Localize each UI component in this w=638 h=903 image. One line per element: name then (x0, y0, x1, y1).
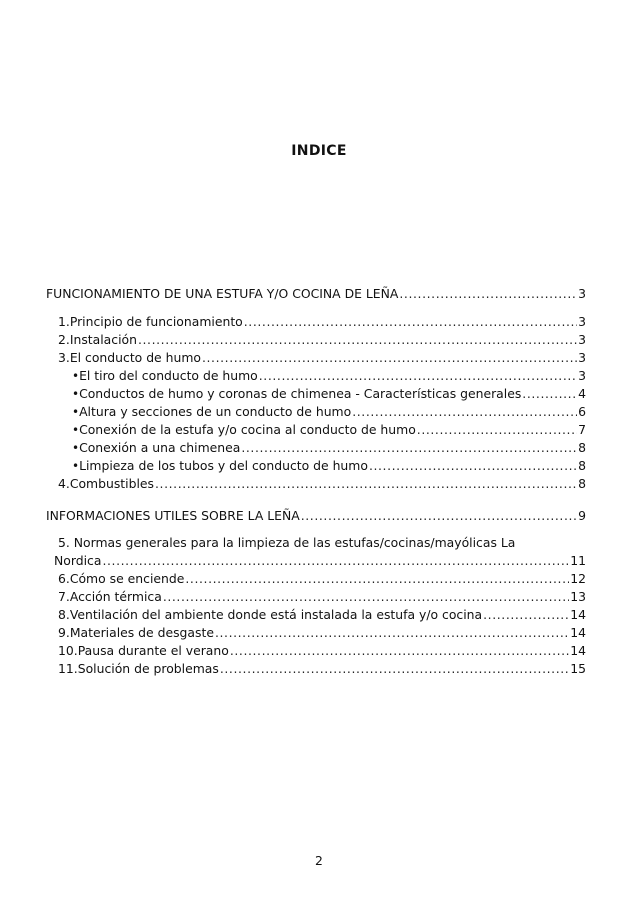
toc-entry-page: 14 (570, 643, 586, 658)
toc-entry-label: Limpieza de los tubos y del conducto de humo (79, 458, 368, 473)
toc-entry-label: El conducto de humo (69, 350, 201, 365)
toc-entry-page: 13 (570, 589, 586, 604)
toc-subentry[interactable] (72, 439, 586, 457)
toc-entry-number: 10. (58, 643, 78, 658)
toc-entry-label: Combustibles (69, 476, 154, 491)
bullet-icon: • (72, 369, 80, 383)
page-number: 2 (315, 853, 323, 868)
toc-entry-number: 7. (58, 589, 70, 604)
toc-entry-number: 1. (58, 314, 70, 329)
toc-subentry[interactable] (72, 385, 586, 403)
bullet-icon: • (72, 387, 80, 401)
toc-subentry[interactable] (72, 421, 586, 439)
bullet-icon: • (72, 441, 80, 455)
toc-entry-label: Principio de funcionamiento (69, 314, 243, 329)
toc-entry-label: Materiales de desgaste (69, 625, 214, 640)
toc-subentry[interactable] (72, 457, 586, 475)
leader-dots (185, 570, 569, 588)
toc-entry-page: 15 (570, 661, 586, 676)
toc-entry-page: 14 (570, 625, 586, 640)
toc-entry[interactable] (58, 606, 586, 624)
toc-entry-label: Conexión a una chimenea (79, 440, 241, 455)
bullet-icon: • (72, 405, 80, 419)
leader-dots (202, 349, 577, 367)
index-title: INDICE (291, 143, 347, 159)
toc-section-informaciones[interactable] (46, 507, 586, 525)
leader-dots (417, 421, 577, 439)
toc-entry-page: 8 (578, 476, 586, 491)
toc-entry-page: 3 (578, 332, 586, 347)
toc-subentry[interactable] (72, 403, 586, 421)
leader-dots (399, 285, 577, 303)
leader-dots (220, 660, 569, 678)
leader-dots (163, 588, 569, 606)
toc-entry-line[interactable]: 5. Normas generales para la limpieza de las estufas/cocinas/mayólicas La (58, 535, 516, 550)
toc-entry-page: 4 (578, 386, 586, 401)
toc-entry-label: Pausa durante el verano (77, 643, 229, 658)
leader-dots (352, 403, 577, 421)
toc-entry-label: El tiro del conducto de humo (79, 368, 258, 383)
toc-entry-label: Conductos de humo y coronas de chimenea - Características generales (79, 386, 522, 401)
leader-dots (244, 313, 577, 331)
toc-entry[interactable] (54, 552, 586, 570)
leader-dots (241, 439, 577, 457)
toc-entry-page: 3 (578, 286, 586, 301)
leader-dots (138, 331, 577, 349)
toc-entry-label: Nordica (54, 553, 102, 568)
leader-dots (155, 475, 577, 493)
toc-entry-page: 8 (578, 458, 586, 473)
toc-entry-label: Ventilación del ambiente donde está instalada la estufa y/o cocina (69, 607, 483, 622)
toc-entry[interactable] (58, 588, 586, 606)
toc-entry[interactable] (58, 642, 586, 660)
leader-dots (369, 457, 577, 475)
toc-entry[interactable] (58, 331, 586, 349)
toc-entry-page: 9 (578, 508, 586, 523)
toc-subentry[interactable] (72, 367, 586, 385)
leader-dots (102, 552, 569, 570)
toc-entry-number: 11. (58, 661, 78, 676)
toc-entry-page: 3 (578, 350, 586, 365)
toc-entry-page: 11 (570, 553, 586, 568)
toc-entry-number: 6. (58, 571, 70, 586)
toc-entry-number: 8. (58, 607, 70, 622)
toc-entry-number: 2. (58, 332, 70, 347)
toc-entry[interactable] (58, 624, 586, 642)
toc-entry-number: 3. (58, 350, 70, 365)
bullet-icon: • (72, 459, 80, 473)
toc-entry-label: Acción térmica (69, 589, 162, 604)
toc-entry-label: Instalación (69, 332, 137, 347)
toc-entry[interactable] (58, 475, 586, 493)
toc-entry-label: Solución de problemas (77, 661, 219, 676)
toc-entry[interactable] (58, 313, 586, 331)
toc-entry[interactable] (58, 349, 586, 367)
toc-entry-label: Cómo se enciende (69, 571, 185, 586)
toc-entry[interactable] (58, 570, 586, 588)
toc-entry-page: 14 (570, 607, 586, 622)
toc-entry-number: 4. (58, 476, 70, 491)
toc-section-funcionamiento[interactable] (46, 285, 586, 303)
leader-dots (230, 642, 569, 660)
toc-entry-number: 9. (58, 625, 70, 640)
toc-entry-label: INFORMACIONES UTILES SOBRE LA LEÑA (46, 508, 300, 523)
toc-entry-page: 6 (578, 404, 586, 419)
leader-dots (301, 507, 577, 525)
leader-dots (215, 624, 569, 642)
toc-entry-page: 7 (578, 422, 586, 437)
leader-dots (522, 385, 577, 403)
toc-entry[interactable] (58, 660, 586, 678)
leader-dots (259, 367, 577, 385)
toc-entry-label: FUNCIONAMIENTO DE UNA ESTUFA Y/O COCINA DE LEÑA (46, 286, 399, 301)
toc-entry-label: Conexión de la estufa y/o cocina al conducto de humo (79, 422, 416, 437)
toc-entry-label: Altura y secciones de un conducto de humo (79, 404, 352, 419)
bullet-icon: • (72, 423, 80, 437)
toc-entry-page: 3 (578, 368, 586, 383)
toc-entry-page: 12 (570, 571, 586, 586)
leader-dots (483, 606, 569, 624)
toc-entry-page: 3 (578, 314, 586, 329)
toc-entry-page: 8 (578, 440, 586, 455)
